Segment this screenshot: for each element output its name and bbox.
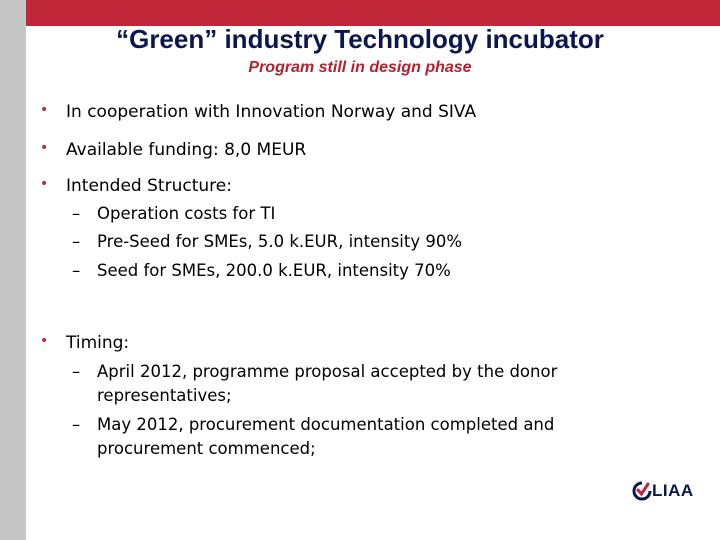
timing-item-text: May 2012, procurement documentation completed and — [97, 415, 555, 434]
bullet-icon: • — [40, 176, 49, 192]
dash-icon: – — [72, 232, 81, 251]
bullet-icon: • — [40, 333, 49, 349]
liaa-logo-text: LIAA — [652, 481, 694, 500]
bullet-text: Available funding: 8,0 MEUR — [66, 140, 307, 160]
structure-item-text: Pre-Seed for SMEs, 5.0 k.EUR, intensity 90% — [97, 232, 463, 251]
bullet-text: In cooperation with Innovation Norway and SIVA — [66, 102, 477, 122]
structure-item-text: Operation costs for TI — [97, 204, 276, 223]
dash-icon: – — [72, 261, 81, 280]
dash-icon: – — [72, 362, 81, 381]
timing-item-text: April 2012, programme proposal accepted by the donor — [97, 362, 558, 381]
timing-item-text: representatives; — [97, 386, 232, 405]
slide-title: “Green” industry Technology incubator — [116, 24, 604, 54]
slide-subtitle: Program still in design phase — [248, 59, 472, 76]
left-side-bar — [0, 0, 26, 540]
structure-item-text: Seed for SMEs, 200.0 k.EUR, intensity 70% — [97, 261, 451, 280]
top-accent-bar — [0, 0, 720, 26]
liaa-logo — [632, 480, 702, 504]
dash-icon: – — [72, 415, 81, 434]
liaa-logo-icon — [632, 480, 652, 502]
dash-icon: – — [72, 204, 81, 223]
bullet-icon: • — [40, 102, 49, 118]
bullet-icon: • — [40, 140, 49, 156]
bullet-text: Timing: — [66, 333, 130, 353]
timing-item-text: procurement commenced; — [97, 439, 316, 458]
bullet-text: Intended Structure: — [66, 176, 232, 196]
